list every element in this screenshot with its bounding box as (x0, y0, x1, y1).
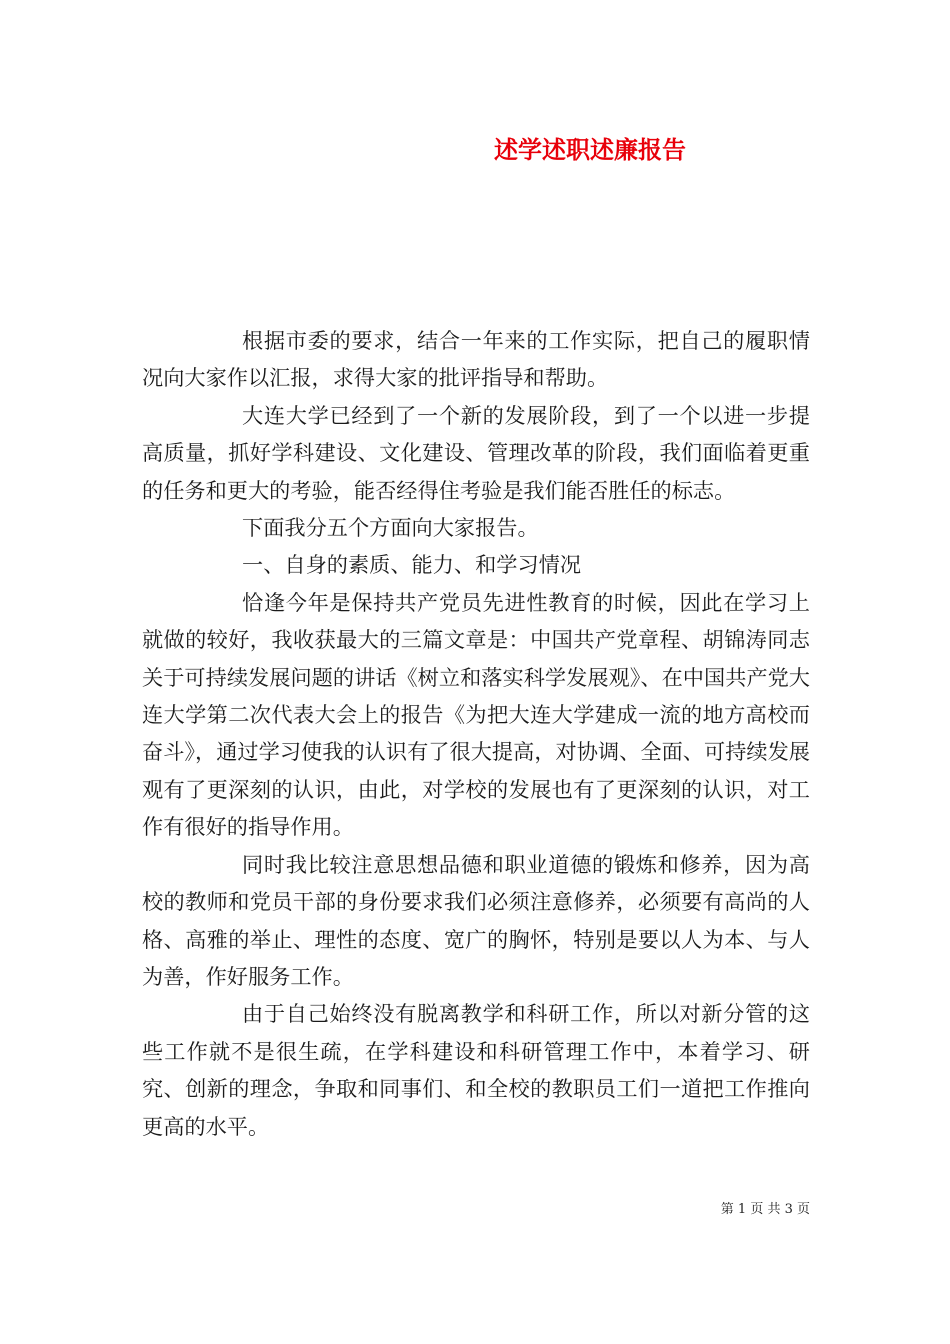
paragraph-study: 恰逢今年是保持共产党员先进性教育的时候，因此在学习上就做的较好，我收获最大的三篇文章是：中国共产党章程、胡锦涛同志关于可持续发展问题的讲话《树立和落实科学发展观》、在中国共产党大连大学第二次代表大会上的报告《为把大连大学建成一流的地方高校而奋斗》，通过学习使我的认识有了很大提高，对协调、全面、可持续发展观有了更深刻的认识，由此，对学校的发展也有了更深刻的认识，对工作有很好的指导作用。 (142, 589, 810, 840)
paragraph-intro: 根据市委的要求，结合一年来的工作实际，把自己的履职情况向大家作以汇报，求得大家的批评指导和帮助。 (142, 328, 810, 391)
page-number-footer: 第 1 页 共 3 页 (720, 1202, 810, 1217)
paragraph-ethics: 同时我比较注意思想品德和职业道德的锻炼和修养，因为高校的教师和党员干部的身份要求我们必须注意修养，必须要有高尚的人格、高雅的举止、理性的态度、宽广的胸怀，特别是要以人为本、与人为善，作好服务工作。 (142, 851, 810, 989)
document-body (142, 322, 810, 1145)
paragraph-stage: 大连大学已经到了一个新的发展阶段，到了一个以进一步提高质量，抓好学科建设、文化建设、管理改革的阶段，我们面临着更重的任务和更大的考验，能否经得住考验是我们能否胜任的标志。 (142, 402, 810, 503)
document-title: 述学述职述廉报告 (494, 135, 686, 164)
paragraph-outline: 下面我分五个方面向大家报告。 (242, 515, 539, 541)
section-heading-1: 一、自身的素质、能力、和学习情况 (242, 552, 582, 578)
paragraph-work: 由于自己始终没有脱离教学和科研工作，所以对新分管的这些工作就不是很生疏，在学科建设和科研管理工作中，本着学习、研究、创新的理念，争取和同事们、和全校的教职员工们一道把工作推向更高的水平。 (142, 1001, 810, 1139)
